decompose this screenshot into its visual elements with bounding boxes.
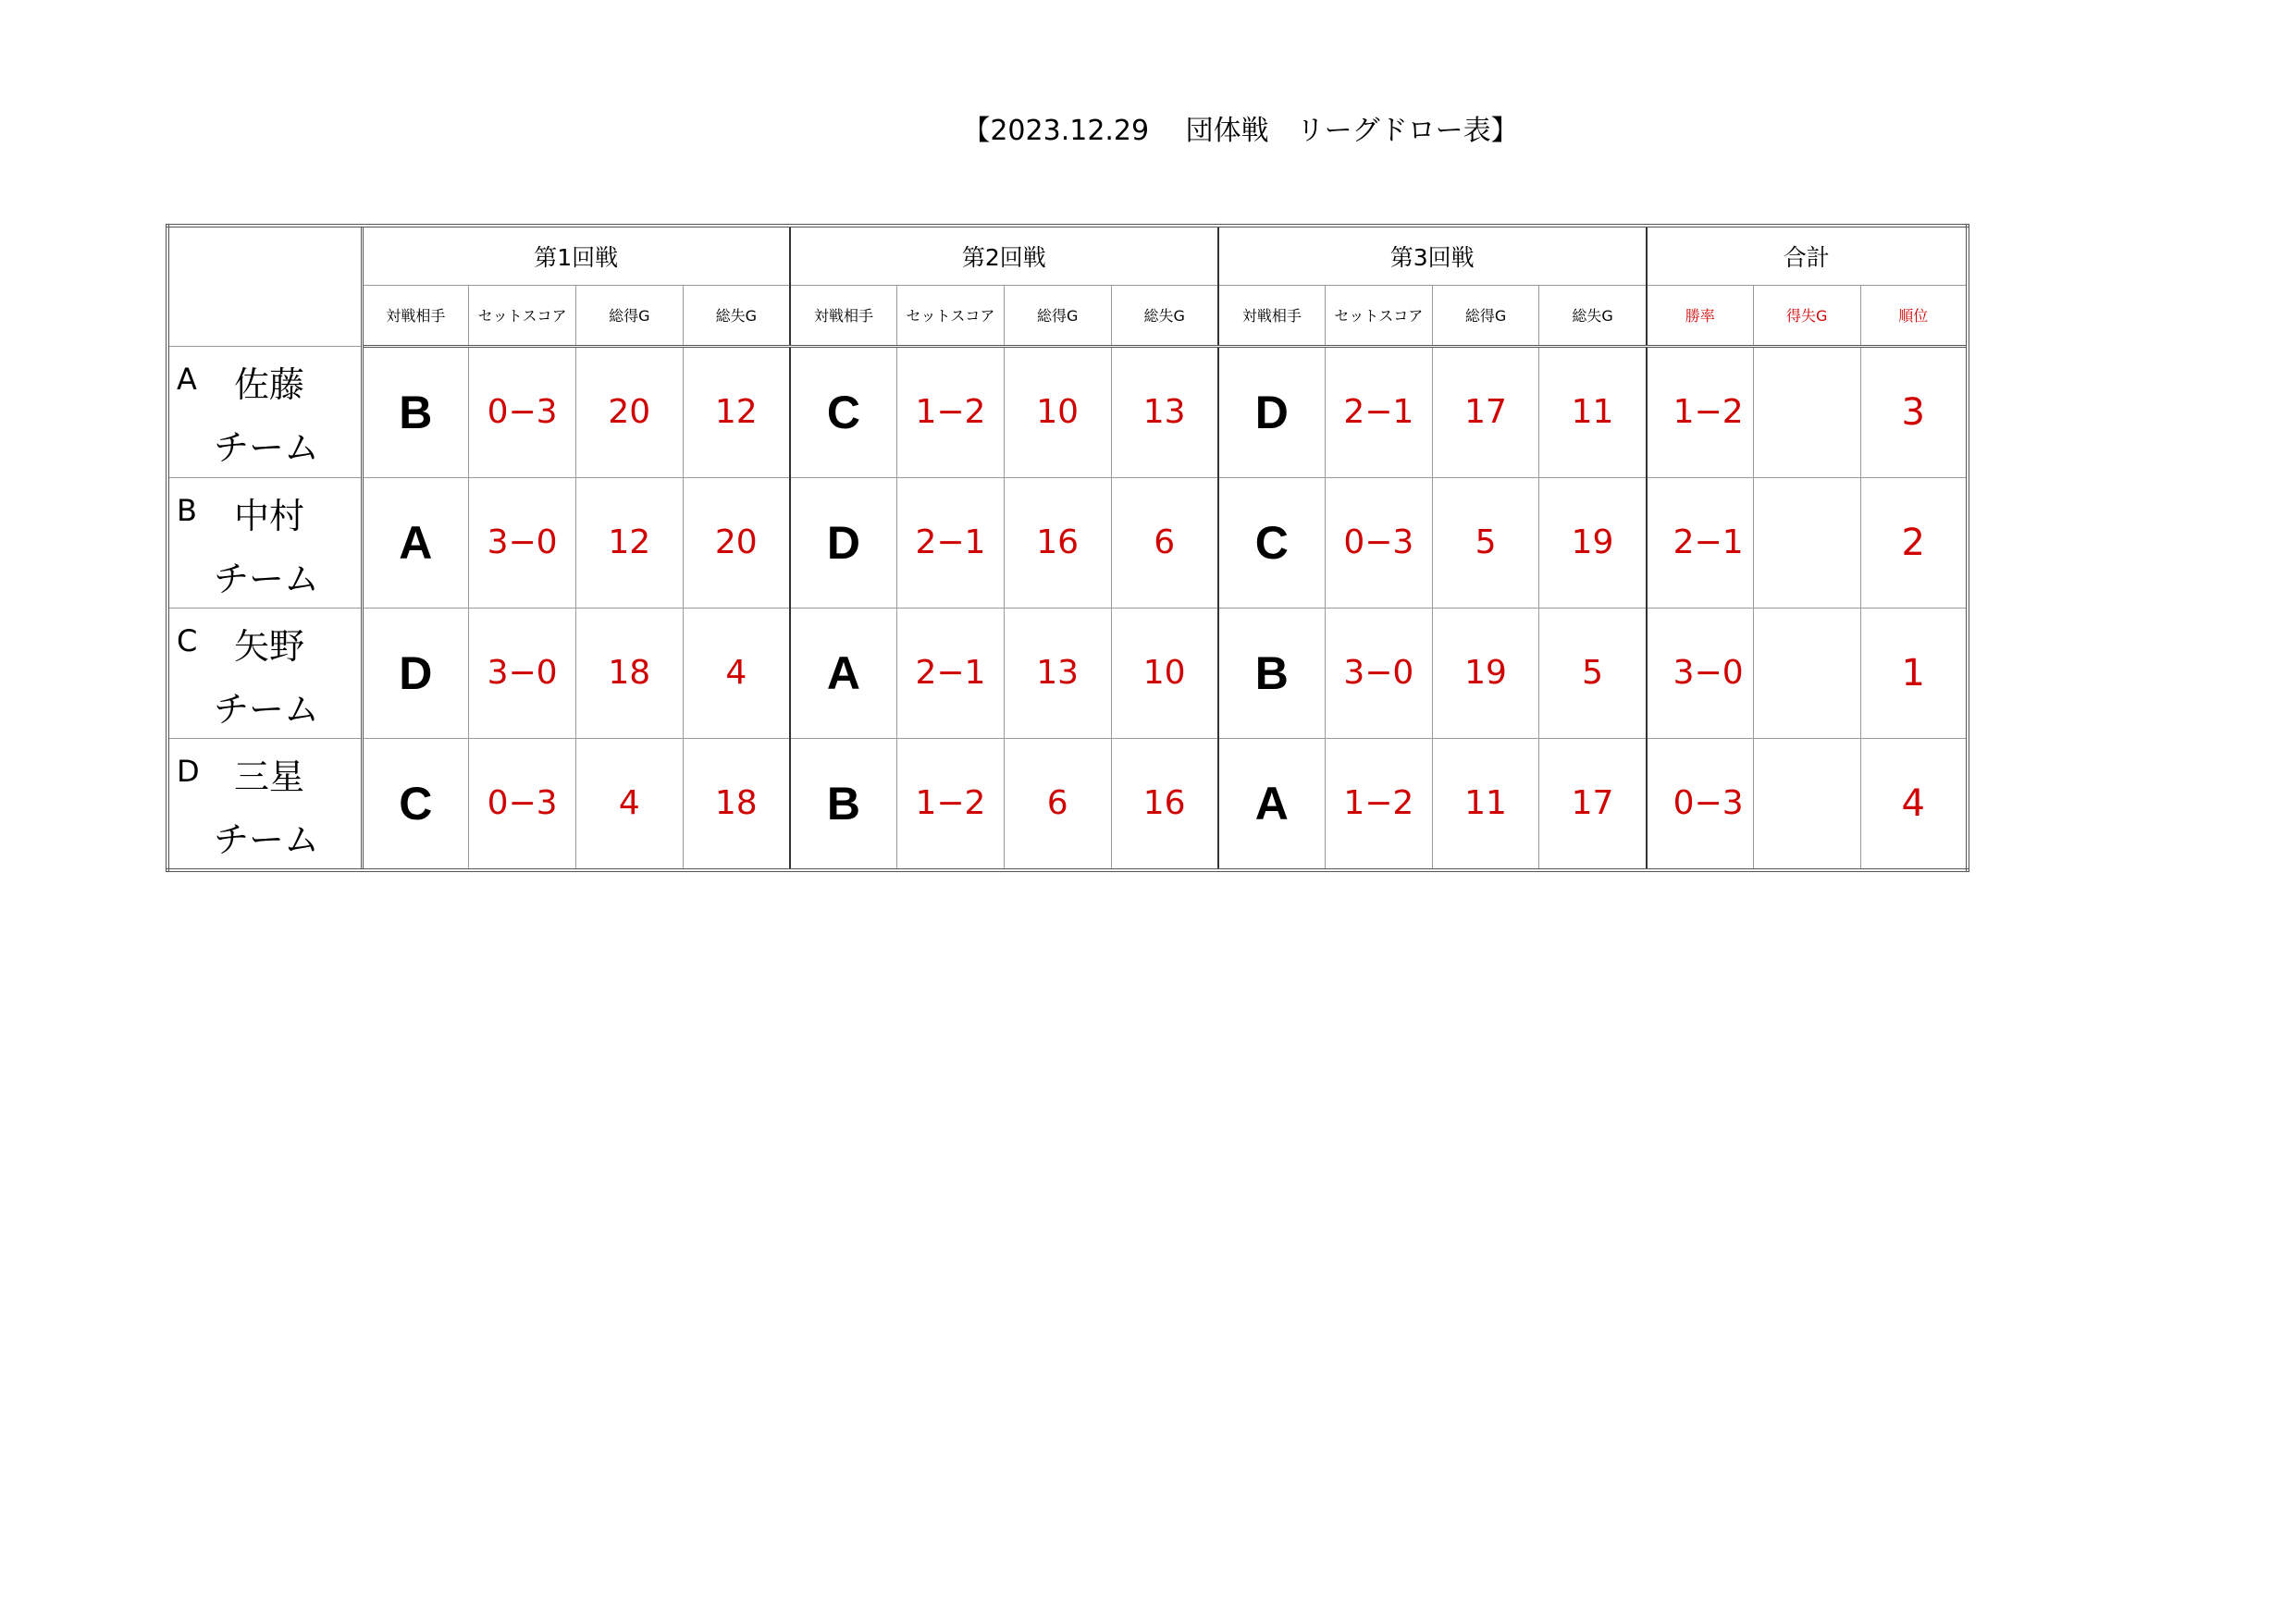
total-lost-cell: 19 [1539,477,1647,608]
round-1-header: 第1回戦 [362,226,790,285]
total-won-cell: 12 [575,477,683,608]
opponent-cell: A [790,608,897,738]
round-2-header: 第2回戦 [790,226,1218,285]
opponent-cell: B [1218,608,1326,738]
set-score-cell: 1−2 [1325,738,1432,870]
team-name: 矢野 [234,625,305,667]
opponent-cell: B [790,738,897,870]
total-lost-cell: 12 [683,346,790,477]
total-lost-cell: 20 [683,477,790,608]
total-won-cell: 20 [575,346,683,477]
set-score-cell: 1−2 [897,346,1005,477]
team-letter: D [177,753,200,789]
team-letter: B [177,492,197,528]
r2-opponent-header: 対戦相手 [790,285,897,346]
set-score-cell: 0−3 [1325,477,1432,608]
total-header: 合計 [1647,226,1968,285]
team-letter: A [177,361,197,397]
opponent-cell: B [362,346,469,477]
team-cell [167,738,362,870]
total-won-cell: 16 [1004,477,1111,608]
opponent-cell: D [790,477,897,608]
total-lost-cell: 11 [1539,346,1647,477]
round-3-header: 第3回戦 [1218,226,1647,285]
total-lost-cell: 17 [1539,738,1647,870]
set-score-cell: 2−1 [1325,346,1432,477]
team-suffix: チーム [214,426,320,468]
sub-header-row [167,285,1968,346]
r1-set-score-header: セットスコア [469,285,576,346]
opponent-cell: D [362,608,469,738]
total-won-cell: 17 [1432,346,1539,477]
opponent-cell: D [1218,346,1326,477]
game-diff-cell [1753,477,1860,608]
total-lost-cell: 10 [1111,608,1218,738]
r3-opponent-header: 対戦相手 [1218,285,1326,346]
opponent-cell: A [1218,738,1326,870]
total-lost-cell: 18 [683,738,790,870]
set-score-cell: 3−0 [469,477,576,608]
set-score-cell: 0−3 [469,346,576,477]
game-diff-cell [1753,346,1860,477]
r3-total-won-header: 総得G [1432,285,1539,346]
team-cell [167,477,362,608]
team-suffix: チーム [214,558,320,599]
win-rate-header: 勝率 [1647,285,1754,346]
win-rate-cell: 0−3 [1647,738,1754,870]
corner-cell [167,226,362,346]
set-score-cell: 1−2 [897,738,1005,870]
team-row [167,738,1968,870]
total-lost-cell: 13 [1111,346,1218,477]
team-rows [167,346,1968,870]
total-won-cell: 5 [1432,477,1539,608]
total-lost-cell: 6 [1111,477,1218,608]
r1-opponent-header: 対戦相手 [362,285,469,346]
page-title: 【2023.12.29 団体戦 リーグドロー表】 [962,115,1519,147]
team-name: 佐藤 [234,363,305,405]
team-row [167,346,1968,477]
total-won-cell: 18 [575,608,683,738]
total-won-cell: 6 [1004,738,1111,870]
opponent-cell: C [1218,477,1326,608]
set-score-cell: 2−1 [897,477,1005,608]
opponent-cell: A [362,477,469,608]
team-name: 三星 [234,756,305,797]
rank-cell: 3 [1860,346,1968,477]
rank-cell: 1 [1860,608,1968,738]
opponent-cell: C [362,738,469,870]
r2-total-won-header: 総得G [1004,285,1111,346]
set-score-cell: 0−3 [469,738,576,870]
league-draw-table [166,224,1969,872]
r2-set-score-header: セットスコア [897,285,1005,346]
r1-total-lost-header: 総失G [683,285,790,346]
r3-set-score-header: セットスコア [1325,285,1432,346]
team-row [167,477,1968,608]
set-score-cell: 2−1 [897,608,1005,738]
set-score-cell: 3−0 [469,608,576,738]
team-suffix: チーム [214,688,320,730]
round-header-row [167,226,1968,285]
game-diff-cell [1753,738,1860,870]
set-score-cell: 3−0 [1325,608,1432,738]
rank-cell: 4 [1860,738,1968,870]
team-row [167,608,1968,738]
total-won-cell: 11 [1432,738,1539,870]
total-lost-cell: 5 [1539,608,1647,738]
team-letter: C [177,622,198,658]
team-cell [167,608,362,738]
team-cell [167,346,362,477]
team-name: 中村 [234,495,305,536]
r1-total-won-header: 総得G [575,285,683,346]
total-won-cell: 10 [1004,346,1111,477]
total-lost-cell: 16 [1111,738,1218,870]
total-won-cell: 4 [575,738,683,870]
win-rate-cell: 2−1 [1647,477,1754,608]
win-rate-cell: 1−2 [1647,346,1754,477]
game-diff-header: 得失G [1753,285,1860,346]
rank-header: 順位 [1860,285,1968,346]
team-suffix: チーム [214,818,320,860]
r3-total-lost-header: 総失G [1539,285,1647,346]
game-diff-cell [1753,608,1860,738]
total-won-cell: 13 [1004,608,1111,738]
rank-cell: 2 [1860,477,1968,608]
total-won-cell: 19 [1432,608,1539,738]
r2-total-lost-header: 総失G [1111,285,1218,346]
opponent-cell: C [790,346,897,477]
win-rate-cell: 3−0 [1647,608,1754,738]
total-lost-cell: 4 [683,608,790,738]
